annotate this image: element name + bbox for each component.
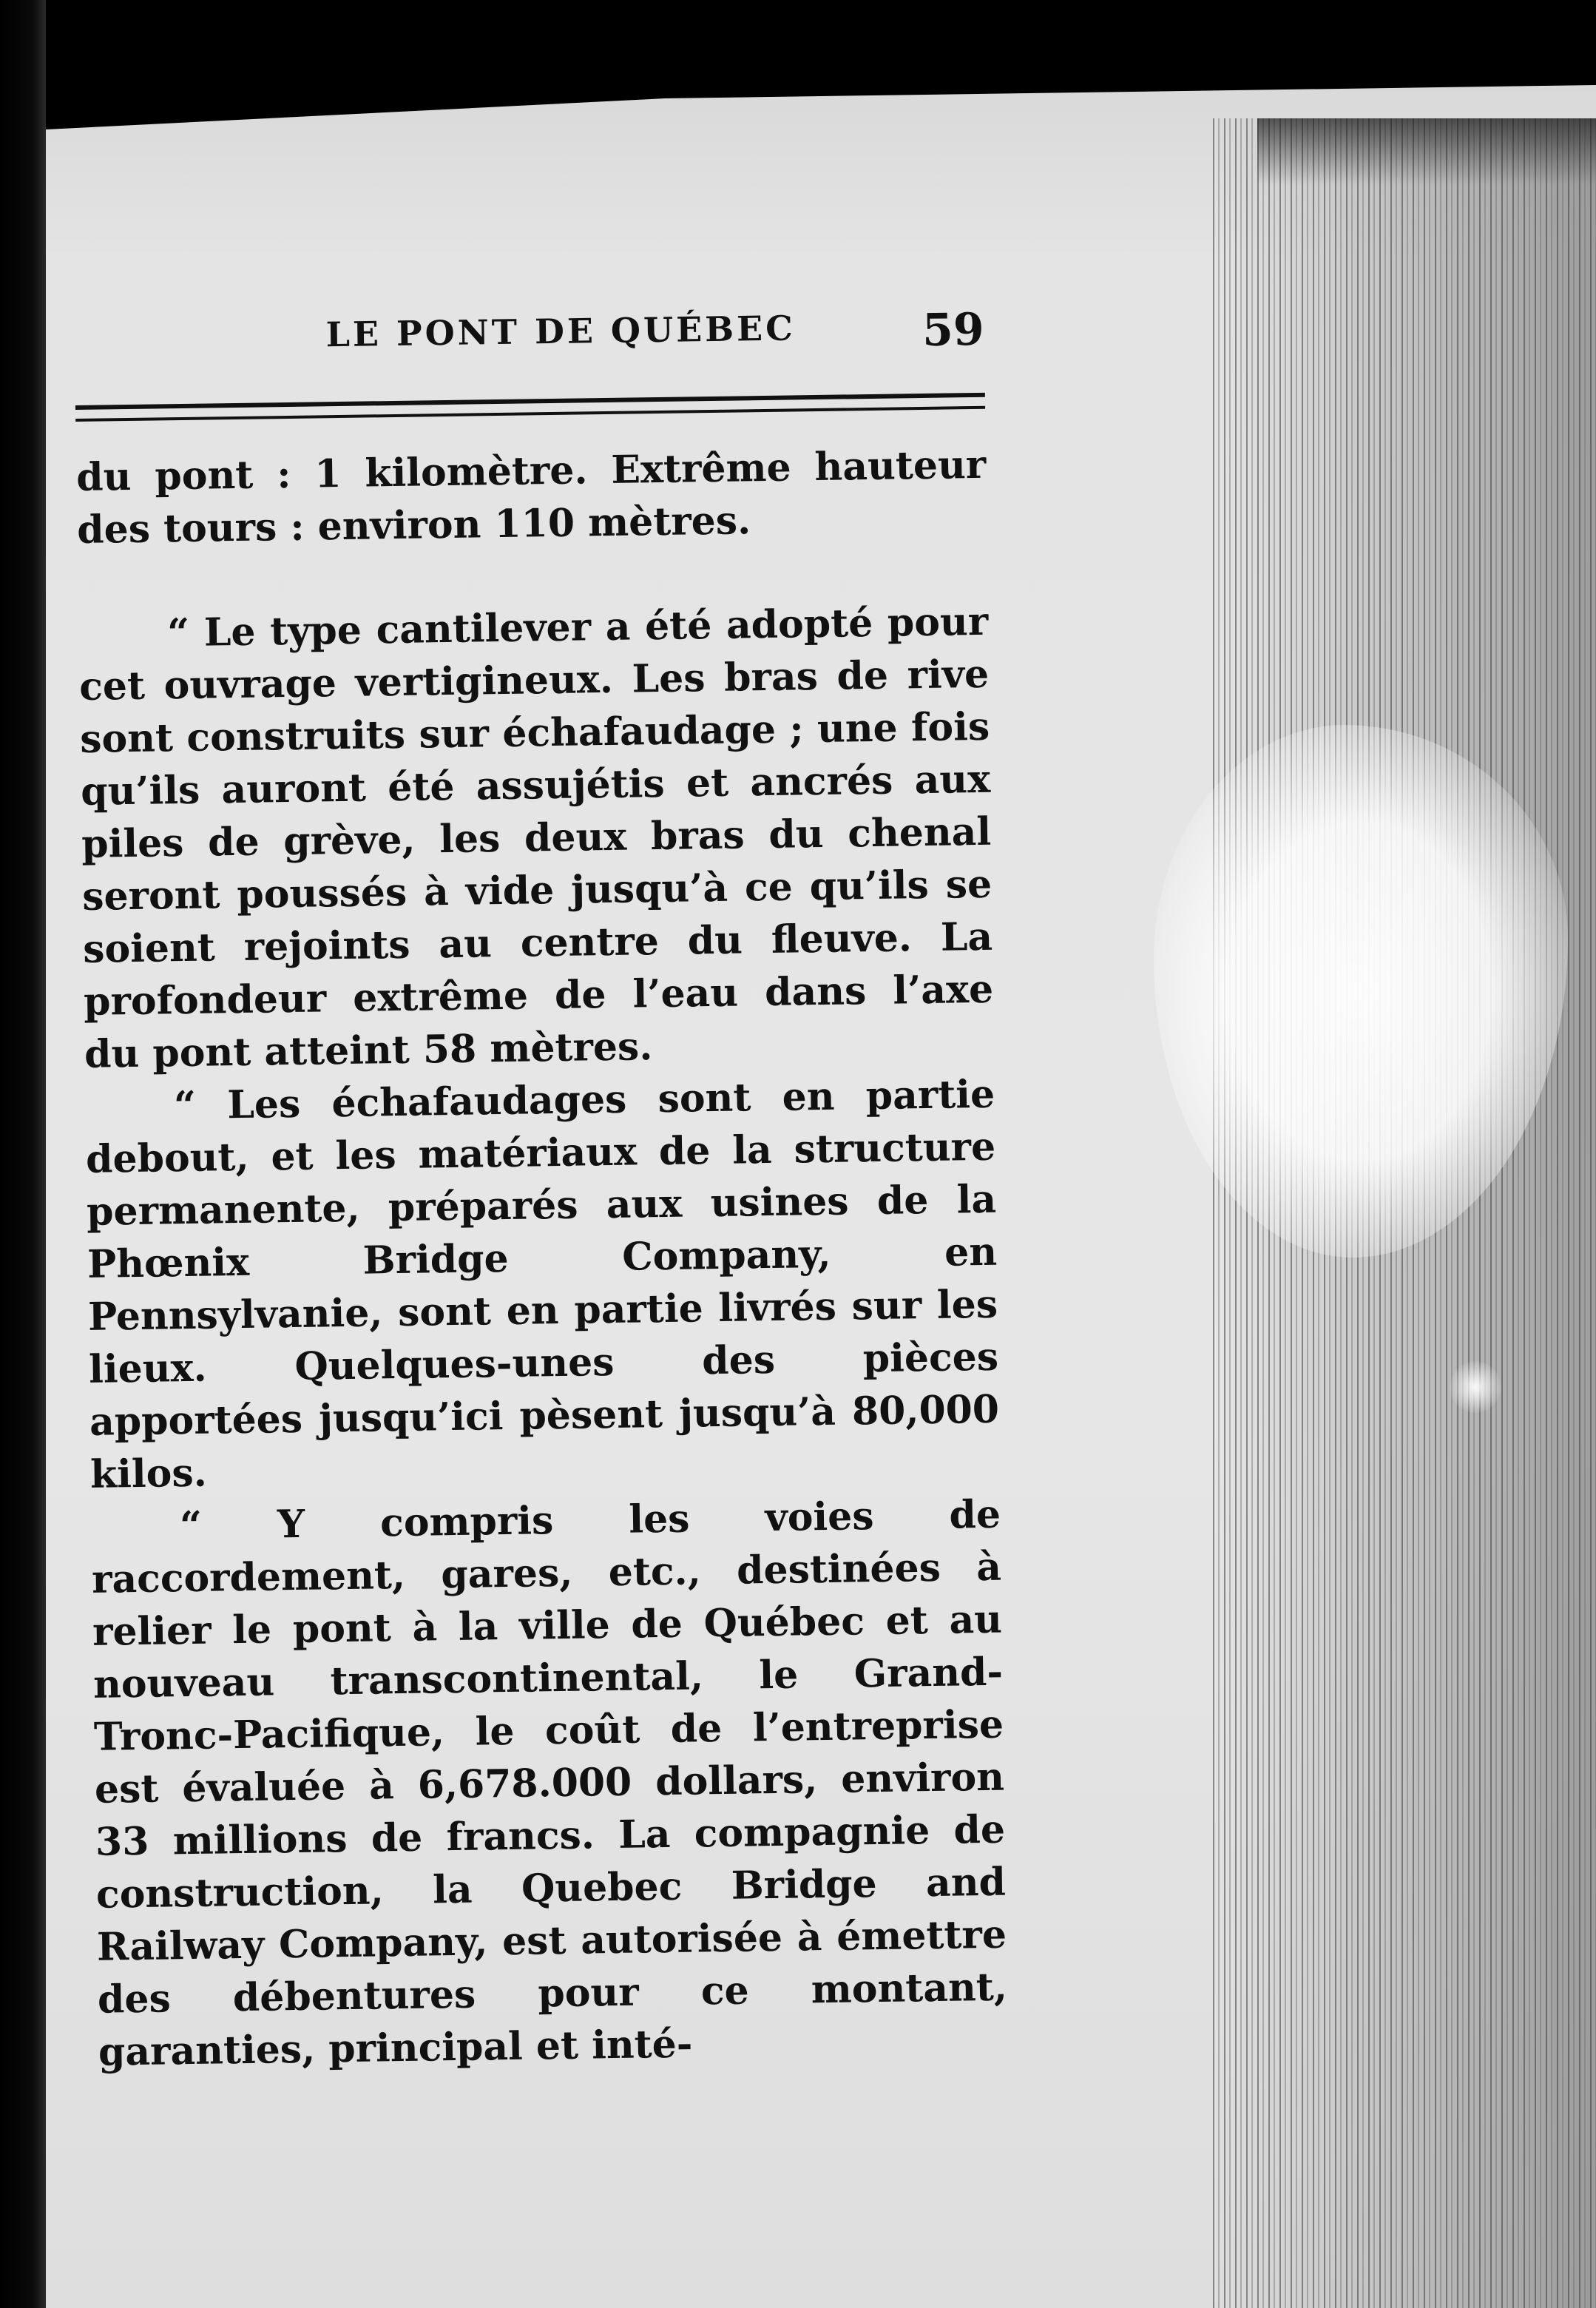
page-number: 59 <box>922 303 985 357</box>
paragraph-cost: “ Y compris les voies de raccordement, gares, etc., destinées à relier le pont à la ville de Québec et au nouveau transcontinental, le Grand-Tronc-Pacifique, le coût de l’entreprise est évaluée à 6,678.000 dollars, environ 33 millions de francs. La compagnie de construction, la Quebec Bridge and Railway Company, est autorisée à émettre des débentures pour ce montant, garanties, principal et inté- <box>91 1491 1008 2075</box>
page-edges-top-shadow <box>1257 118 1596 185</box>
binding-shadow <box>0 0 46 2308</box>
text-block <box>74 291 1008 2079</box>
running-head <box>74 291 984 385</box>
running-title: LE PONT DE QUÉBEC <box>325 308 797 355</box>
scan-blemish-small <box>1450 1361 1501 1413</box>
paragraph-continued: du pont : 1 kilomètre. Extrême hauteur des tours : environ 110 mètres. <box>75 442 987 553</box>
paragraph-cantilever: “ Le type cantilever a été adopté pour cet ouvrage vertigineux. Les bras de rive sont construits sur échafaudage ; une fois qu’ils auront été assujétis et ancrés aux piles de grève, les deux bras du chenal seront poussés à vide jusqu’à ce qu’ils se soient rejoints au centre du fleuve. La profondeur extrême de l’eau dans l’axe du pont atteint 58 mètres. <box>78 598 994 1077</box>
paragraph-scaffolding: “ Les échafaudages sont en partie debout, et les matériaux de la structure permanente, préparés aux usines de la Phœnix Bridge Company, en Pennsylvanie, sont en partie livrés sur les lieux. Quelques-unes des pièces apportées jusqu’ici pèsent jusqu’à 80,000 kilos. <box>85 1071 1000 1497</box>
header-rule <box>75 393 985 422</box>
